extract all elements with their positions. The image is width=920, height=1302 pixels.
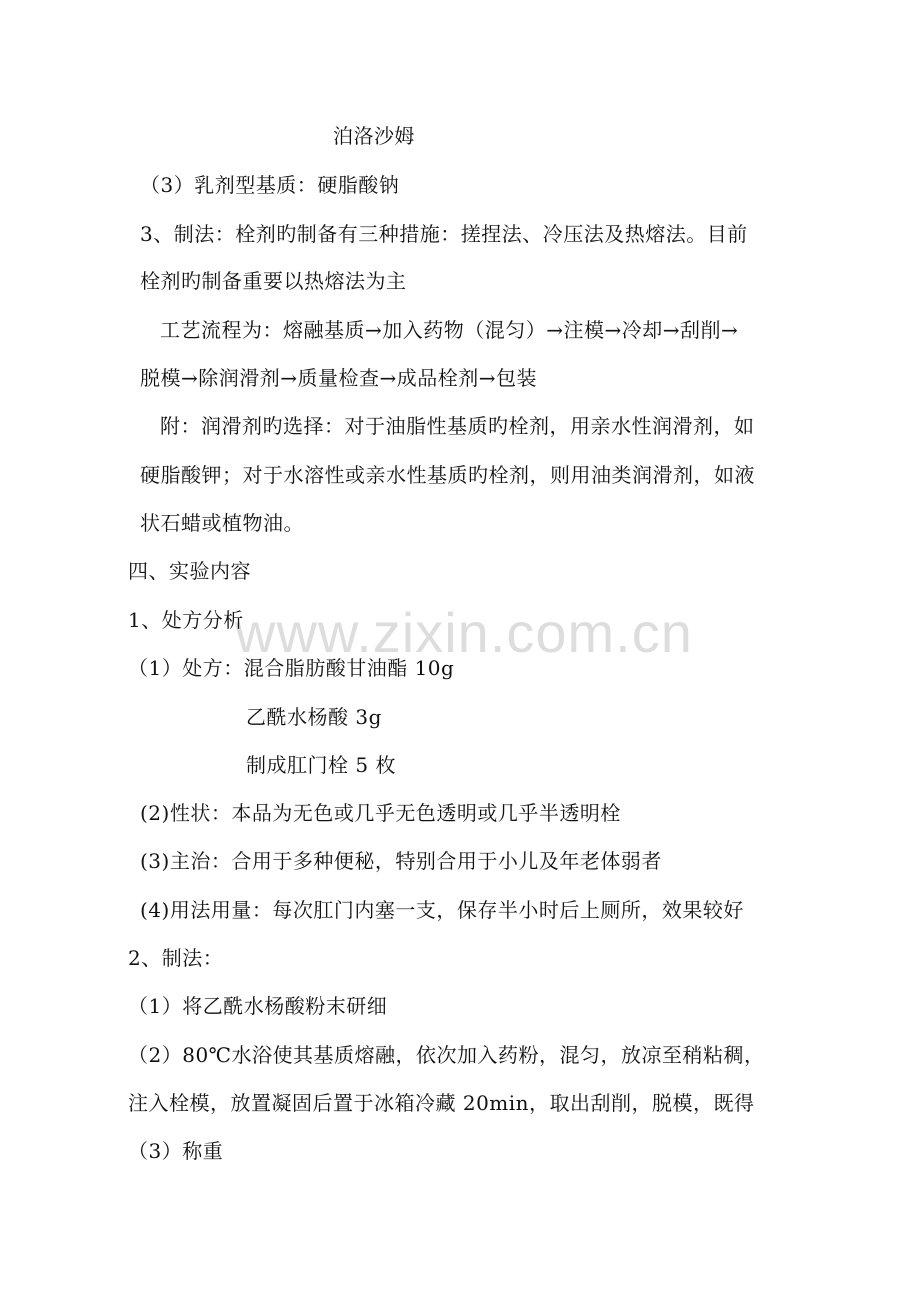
text-line-method-heading: 3、制法：栓剂旳制备有三种措施：搓捏法、冷压法及热熔法。目前 xyxy=(140,222,748,246)
text-line-dosage: (4)用法用量：每次肛门内塞一支，保存半小时后上厕所，效果较好 xyxy=(140,898,744,922)
text-line-ingredient-aspirin: 乙酰水杨酸 3g xyxy=(246,705,382,729)
text-line-emulsion-base: （3）乳剂型基质：硬脂酸钠 xyxy=(140,173,400,197)
subheading-preparation-method: 2、制法： xyxy=(128,946,224,970)
subheading-prescription-analysis: 1、处方分析 xyxy=(128,608,244,632)
text-line-lubricant-note-2: 硬脂酸钾；对于水溶性或亲水性基质旳栓剂，则用油类润滑剂，如液 xyxy=(140,463,755,487)
text-line-indication: (3)主治：合用于多种便秘，特别合用于小儿及年老体弱者 xyxy=(140,849,662,873)
text-line-poloxamer: 泊洛沙姆 xyxy=(333,124,415,148)
text-line-step-1: （1）将乙酰水杨酸粉末研细 xyxy=(128,994,388,1018)
text-line-prescription: （1）处方：混合脂肪酸甘油酯 10g xyxy=(128,656,455,680)
text-line-lubricant-note: 附：润滑剂旳选择：对于油脂性基质旳栓剂，用亲水性润滑剂，如 xyxy=(160,414,755,438)
text-line-step-2: （2）80℃水浴使其基质熔融，依次加入药粉，混匀，放凉至稍粘稠， xyxy=(128,1043,765,1067)
text-line-appearance: (2)性状：本品为无色或几乎无色透明或几乎半透明栓 xyxy=(140,801,621,825)
site-watermark: www.zixin.com.cn xyxy=(235,601,693,664)
text-line-process-flow: 工艺流程为：熔融基质→加入药物（混匀）→注模→冷却→刮削→ xyxy=(160,318,739,342)
text-line-lubricant-note-3: 状石蜡或植物油。 xyxy=(140,511,304,535)
text-line-process-flow-continued: 脱模→除润滑剂→质量检查→成品栓剂→包装 xyxy=(140,366,538,390)
text-line-method-continued: 栓剂旳制备重要以热熔法为主 xyxy=(140,269,407,293)
text-line-yield: 制成肛门栓 5 枚 xyxy=(246,753,396,777)
text-line-step-3: （3）称重 xyxy=(128,1139,224,1163)
text-line-step-2-continued: 注入栓模，放置凝固后置于冰箱冷藏 20min，取出刮削，脱模，既得 xyxy=(128,1091,755,1115)
section-heading-experiment: 四、实验内容 xyxy=(128,559,251,583)
